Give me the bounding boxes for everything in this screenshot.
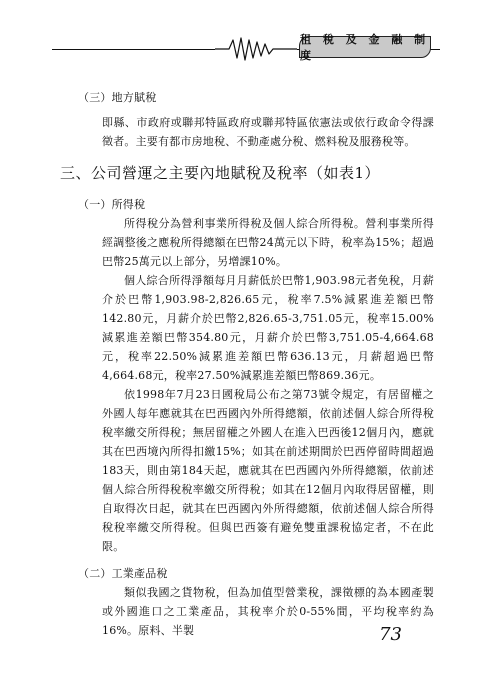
paragraph-income-tax-2: 個人綜合所得淨額每月月薪低於巴幣1,903.98元者免稅，月薪介於巴幣1,903.98-2,826.65元，稅率7.5%減累進差額巴幣142.80元，月薪介於巴幣2,826.65-3,751.05元，稅率15.00%減累進差額巴幣354.80元，月薪介於巴幣3,751.05-4,664.68元，稅率22.50%減累進差額巴幣636.13元，月薪超過巴幣4,664.68元，稅率27.50%減累進差額巴幣869.36元。 bbox=[102, 274, 434, 382]
page-number: 73 bbox=[379, 624, 402, 645]
heartbeat-wave-icon bbox=[215, 34, 297, 64]
subheading-industrial-tax: （二）工業產品稅 bbox=[78, 567, 168, 580]
page-header bbox=[0, 0, 480, 70]
header-chapter-title: 租 稅 及 金 融 制 度 bbox=[300, 33, 430, 62]
page-content bbox=[60, 88, 434, 640]
paragraph-industrial-tax-1: 類似我國之貨物稅，但為加值型營業稅，課徵標的為本國產製或外國進口之工業產品，其稅率介於0-55%間，平均稅率約為16%。原料、半製 bbox=[102, 586, 434, 637]
section-heading-main-taxes: 三、公司營運之主要內地賦稅及稅率（如表1） bbox=[60, 164, 381, 182]
subheading-local-tax: （三）地方賦稅 bbox=[78, 91, 157, 104]
paragraph-income-tax-1: 所得稅分為營利事業所得稅及個人綜合所得稅。營利事業所得經調整後之應稅所得總額在巴幣24萬元以下時，稅率為15%；超過巴幣25萬元以上部分，另增課10%。 bbox=[102, 217, 434, 268]
subheading-income-tax: （一）所得稅 bbox=[78, 198, 146, 211]
paragraph-local-tax: 即縣、市政府或聯邦特區政府或聯邦特區依憲法或依行政命令得課徵者。主要有都市房地稅、不動產處分稅、燃料稅及服務稅等。 bbox=[102, 116, 434, 148]
paragraph-income-tax-3: 依1998年7月23日國稅局公布之第73號令規定，有居留權之外國人每年應就其在巴西國內外所得總額，依前述個人綜合所得稅稅率繳交所得稅；無居留權之外國人在進入巴西後12個月內，應就其在巴西境內所得扣繳15%；如其在前述期間於巴西停留時間超過183天，則由第184天起，應就其在巴西國內外所得總額，依前述個人綜合所得稅稅率繳交所得稅；如其在12個月內取得居留權，則自取得次日起，就其在巴西國內外所得總額，依前述個人綜合所得稅稅率繳交所得稅。但與巴西簽有避免雙重課稅協定者，不在此限。 bbox=[102, 388, 434, 553]
